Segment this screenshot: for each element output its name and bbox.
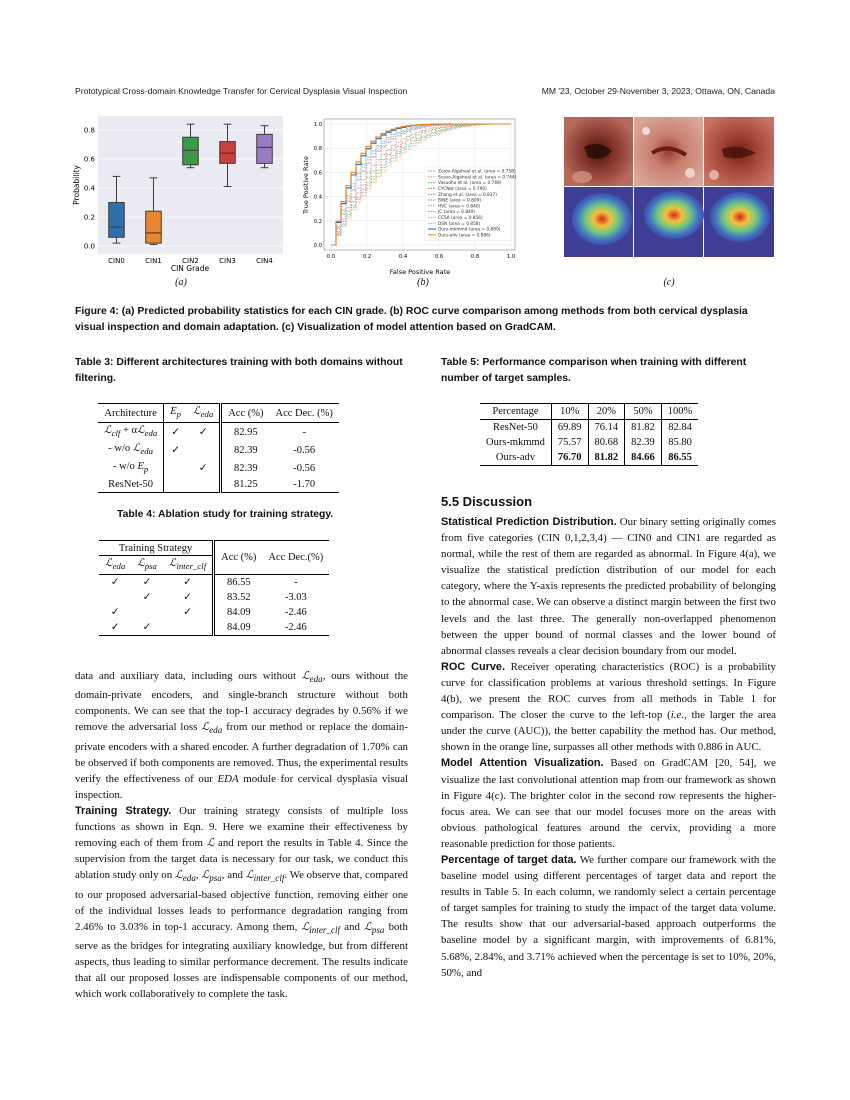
roc-paragraph: ROC Curve. Receiver operating characteristics (ROC) is a probability curve for classification problems at various threshold settings. In Figure 4(b), we present the ROC curves from all methods in Table 1 for comparison. The closer the curve to the left-top (i.e., the larger the area under the curve (AUC)), the better capability the method has. Our method, shown in the orange line, surpasses all other methods with 0.886 in AUC.: [441, 660, 777, 754]
roc-legend-entry: Ours-mkmmd (area = 0.880): [438, 227, 501, 233]
table-row: Ours-mkmmd 75.57 80.68 82.39 85.80: [480, 435, 698, 450]
roc-legend-entry: DSN (area = 0.858): [438, 221, 481, 227]
box-body: [183, 137, 199, 165]
roc-xtick-label: 0.8: [470, 254, 480, 260]
cervix-image-2: [634, 117, 703, 186]
roc-xtick-label: 1.0: [506, 254, 516, 260]
figure-caption: Figure 4: (a) Predicted probability statistics for each CIN grade. (b) ROC curve comparison among methods from both cervical dysplasia visual inspection and domain adaptation. (c) Visualization of model attention based on GradCAM.: [75, 306, 748, 333]
roc-ytick-label: 0.4: [313, 194, 322, 201]
boxplot-xtick-label: CIN0: [108, 257, 125, 265]
table-row: ResNet-50 81.25 -1.70: [98, 477, 339, 493]
table5-caption: Table 5: Performance comparison when training with different number of target samples.: [441, 357, 747, 384]
roc-ytick-label: 0.2: [313, 218, 322, 225]
running-header-title: Prototypical Cross-domain Knowledge Transfer for Cervical Dysplasia Visual Inspection: [75, 86, 408, 96]
boxplot-ytick-label: 0.8: [83, 126, 95, 135]
left-column-text: [75, 668, 408, 1003]
box-body: [257, 134, 273, 163]
table-row: ℒ$_{clf}$ + αℒ$_{eda}$ ✓ ✓ 82.95 -: [98, 423, 339, 442]
boxplot-figure: [74, 114, 286, 274]
roc-legend-entry: HVC (area = 0.840): [438, 204, 481, 210]
subfigure-label-c: (c): [663, 277, 675, 288]
table-row: Ours-adv 76.70 81.82 84.66 86.55: [480, 450, 698, 466]
section-heading-discussion: 5.5 Discussion: [441, 494, 533, 509]
roc-xtick-label: 0.2: [362, 254, 372, 260]
right-column-text: [441, 514, 776, 981]
boxplot-xtick-label: CIN2: [182, 257, 199, 265]
table-row: ✓ ✓ 84.09 -2.46: [110, 607, 307, 619]
table4-caption: Table 4: Ablation study for training strategy.: [117, 509, 334, 520]
boxplot-ylabel: Probability: [72, 165, 81, 205]
roc-legend-entry: Scavo-Algaheal et al. (area = 0.744): [438, 175, 517, 181]
roc-legend-entry: BiNE (area = 0.809): [438, 198, 482, 204]
roc-legend-entry: Vasudha et al. (area = 0.769): [438, 181, 502, 187]
roc-legend-entry: Zhang et al. (area = 0.837): [438, 192, 497, 198]
table3-caption: Table 3: Different architectures training with both domains without filtering.: [75, 357, 403, 384]
table4-header-psa: ℒ$_{psa}$: [137, 558, 157, 572]
roc-ytick-label: 0.8: [313, 146, 322, 153]
table5-header: Percentage: [492, 406, 539, 417]
cervix-image-1: [564, 117, 633, 186]
table-row: ✓ ✓ ✓ 86.55 -: [99, 575, 329, 591]
box-body: [109, 203, 125, 238]
table4-header-dec: Acc Dec.(%): [268, 552, 324, 564]
attention-map-2: [634, 187, 704, 257]
table4: [99, 540, 329, 636]
roc-legend-entry: JC (area = 0.849): [438, 210, 476, 216]
percentage-paragraph: Percentage of target data. We further compare our framework with the baseline model using different percentages of target data and report the results in Table 5. In each column, we randomly select a certain percentage of target samples for training to study the impact of the target data volume. The results show that our adversarial-based approach outperforms the baseline model by a significant margin, with improvements of 6.81%, 5.68%, 2.84%, and 3.71% achieved when the percentage is set to 10%, 20%, 50%, and: [441, 853, 777, 979]
table-row: ResNet-50 69.89 76.14 81.82 82.84: [480, 420, 698, 436]
roc-legend-entry: CYCNet (area = 0.790): [438, 187, 487, 192]
attention-paragraph: Model Attention Visualization. Based on GradCAM [20, 54], we visualize the last convolutional attention map from our framework as shown in Figure 4(c). The brighter color in the second row represents the higher-focus area. We can see that our model focuses more on the areas with obvious pathological features around the cervix, providing a more reasonable prediction for those patients.: [441, 757, 776, 850]
boxplot-ytick-label: 0.0: [83, 242, 95, 251]
table5: Percentage 10% 20% 50% 100% ResNet-50 69.89 76.14 81.82 82.84 Ours-mkmmd 75.57 80.68 82.39 85.80 Ours-adv 76.70 81.82 84.66 86.55: [480, 403, 698, 466]
subfigure-label-a: (a): [175, 277, 187, 288]
roc-legend-entry: Ours-adv (area = 0.886): [438, 233, 491, 239]
roc-xtick-label: 0.4: [398, 254, 408, 260]
table4-header-interclf: ℒ$_{inter\_clf}$: [168, 558, 207, 572]
subfigure-label-b: (b): [417, 277, 429, 288]
table-row: - w/o ℒ$_{eda}$ ✓ 82.39 -0.56: [98, 441, 339, 459]
roc-legend-entry: CCSA (area = 0.856): [438, 216, 483, 221]
roc-xtick-label: 0.6: [434, 254, 444, 260]
table3-header-ep: $E_p$: [164, 404, 187, 423]
boxplot-xtick-label: CIN1: [145, 257, 162, 265]
roc-ytick-label: 0.0: [313, 243, 322, 249]
table-row: ✓ ✓ 83.52 -3.03: [142, 592, 307, 604]
boxplot-ytick-label: 0.4: [83, 184, 95, 193]
roc-ytick-label: 1.0: [313, 122, 322, 128]
cervix-image-3: [704, 117, 774, 186]
attention-map-3: [704, 187, 774, 257]
table4-header-eda: ℒ$_{eda}$: [105, 558, 126, 572]
roc-ytick-label: 0.6: [313, 170, 322, 177]
running-header-venue: MM '23, October 29-November 3, 2023, Ottawa, ON, Canada: [541, 86, 775, 96]
boxplot-ytick-label: 0.2: [83, 213, 95, 222]
training-strategy-paragraph: Training Strategy. Our training strategy consists of multiple loss functions as shown in Eqn. 9. Here we examine their effectiveness by removing each of them from ℒ and report the results in Table 4. Since the supervision from the target data is necessary for our task, we conduct this ablation study only on ℒ$_{eda}$, ℒ$_{psa}$, and ℒ$_{inter\_clf}$. We observe that, compared to our proposed adversarial-based objective function, removing either one of the individual losses leads to performance degradation ranging from 2.46% to 3.03% in top-1 accuracy. Among them, ℒ$_{inter\_clf}$ and ℒ$_{psa}$ both serve as the bridges for integrating auxiliary knowledge, but from different aspects, thus leading to similar performance decrement. The results indicate that all our proposed losses are indispensable components of our method, which work collaboratively to complete the task.: [75, 805, 408, 1001]
roc-figure: [300, 115, 520, 279]
statistical-distribution-paragraph: Statistical Prediction Distribution. Our binary setting originally comes from five categories (CIN 0,1,2,3,4) — CIN0 and CIN1 are regarded as normal, while the rest of them are regarded as abnormal. In Figure 4(a), we visualize the statistical prediction distribution of our model for each category, where the Y-axis represents the predicted probability of belonging to the abnormal case. We can observe a distinct margin between the first two levels and the last three. The generally non-overlapped phenomenon between the upper bound of normal classes and the lower bound of abnormal classes reveals a clear decision boundary from our model.: [441, 516, 776, 657]
box-body: [220, 142, 236, 164]
roc-ylabel: True Positive Rate: [302, 156, 310, 214]
boxplot-xlabel: CIN Grade: [170, 264, 210, 273]
roc-legend-entry: Zorov-Algaheal et al. (area = 0.758): [438, 169, 516, 175]
table3-header-eda: ℒ$_{eda}$: [193, 406, 214, 420]
table4-header-acc: Acc (%): [214, 541, 263, 575]
boxplot-xtick-label: CIN3: [219, 257, 236, 265]
boxplot-xtick-label: CIN4: [256, 257, 273, 265]
table3-header-acc: Acc (%): [221, 404, 270, 423]
boxplot-ytick-label: 0.6: [83, 155, 95, 164]
table4-group-header: Training Strategy: [99, 541, 214, 556]
table-row: ✓ ✓ 84.09 -2.46: [99, 620, 329, 636]
table-row: - w/o $E_p$ ✓ 82.39 -0.56: [98, 459, 339, 477]
table3-header-dec: Acc Dec. (%): [275, 407, 333, 419]
table3: [98, 403, 339, 493]
attention-map-1: [564, 187, 633, 257]
table3-header-arch: Architecture: [104, 407, 157, 419]
roc-xtick-label: 0.0: [326, 254, 336, 260]
gradcam-figure: [564, 117, 774, 257]
roc-xlabel: False Positive Rate: [389, 268, 451, 276]
box-body: [146, 211, 162, 243]
ablation-paragraph: data and auxiliary data, including ours without ℒ$_{eda}$, ours without the domain-private encoders, and single-branch structure without both components. We can see that the top-1 accuracy degrades by 0.56% if we remove the adversarial loss ℒ$_{eda}$ from our method or replace the domain-private encoders with a shared encoder. A further degradation of 1.70% can be observed if both components are removed. Thus, the experimental results verify the effectiveness of our EDA module for cervical dysplasia visual inspection.: [75, 670, 408, 801]
